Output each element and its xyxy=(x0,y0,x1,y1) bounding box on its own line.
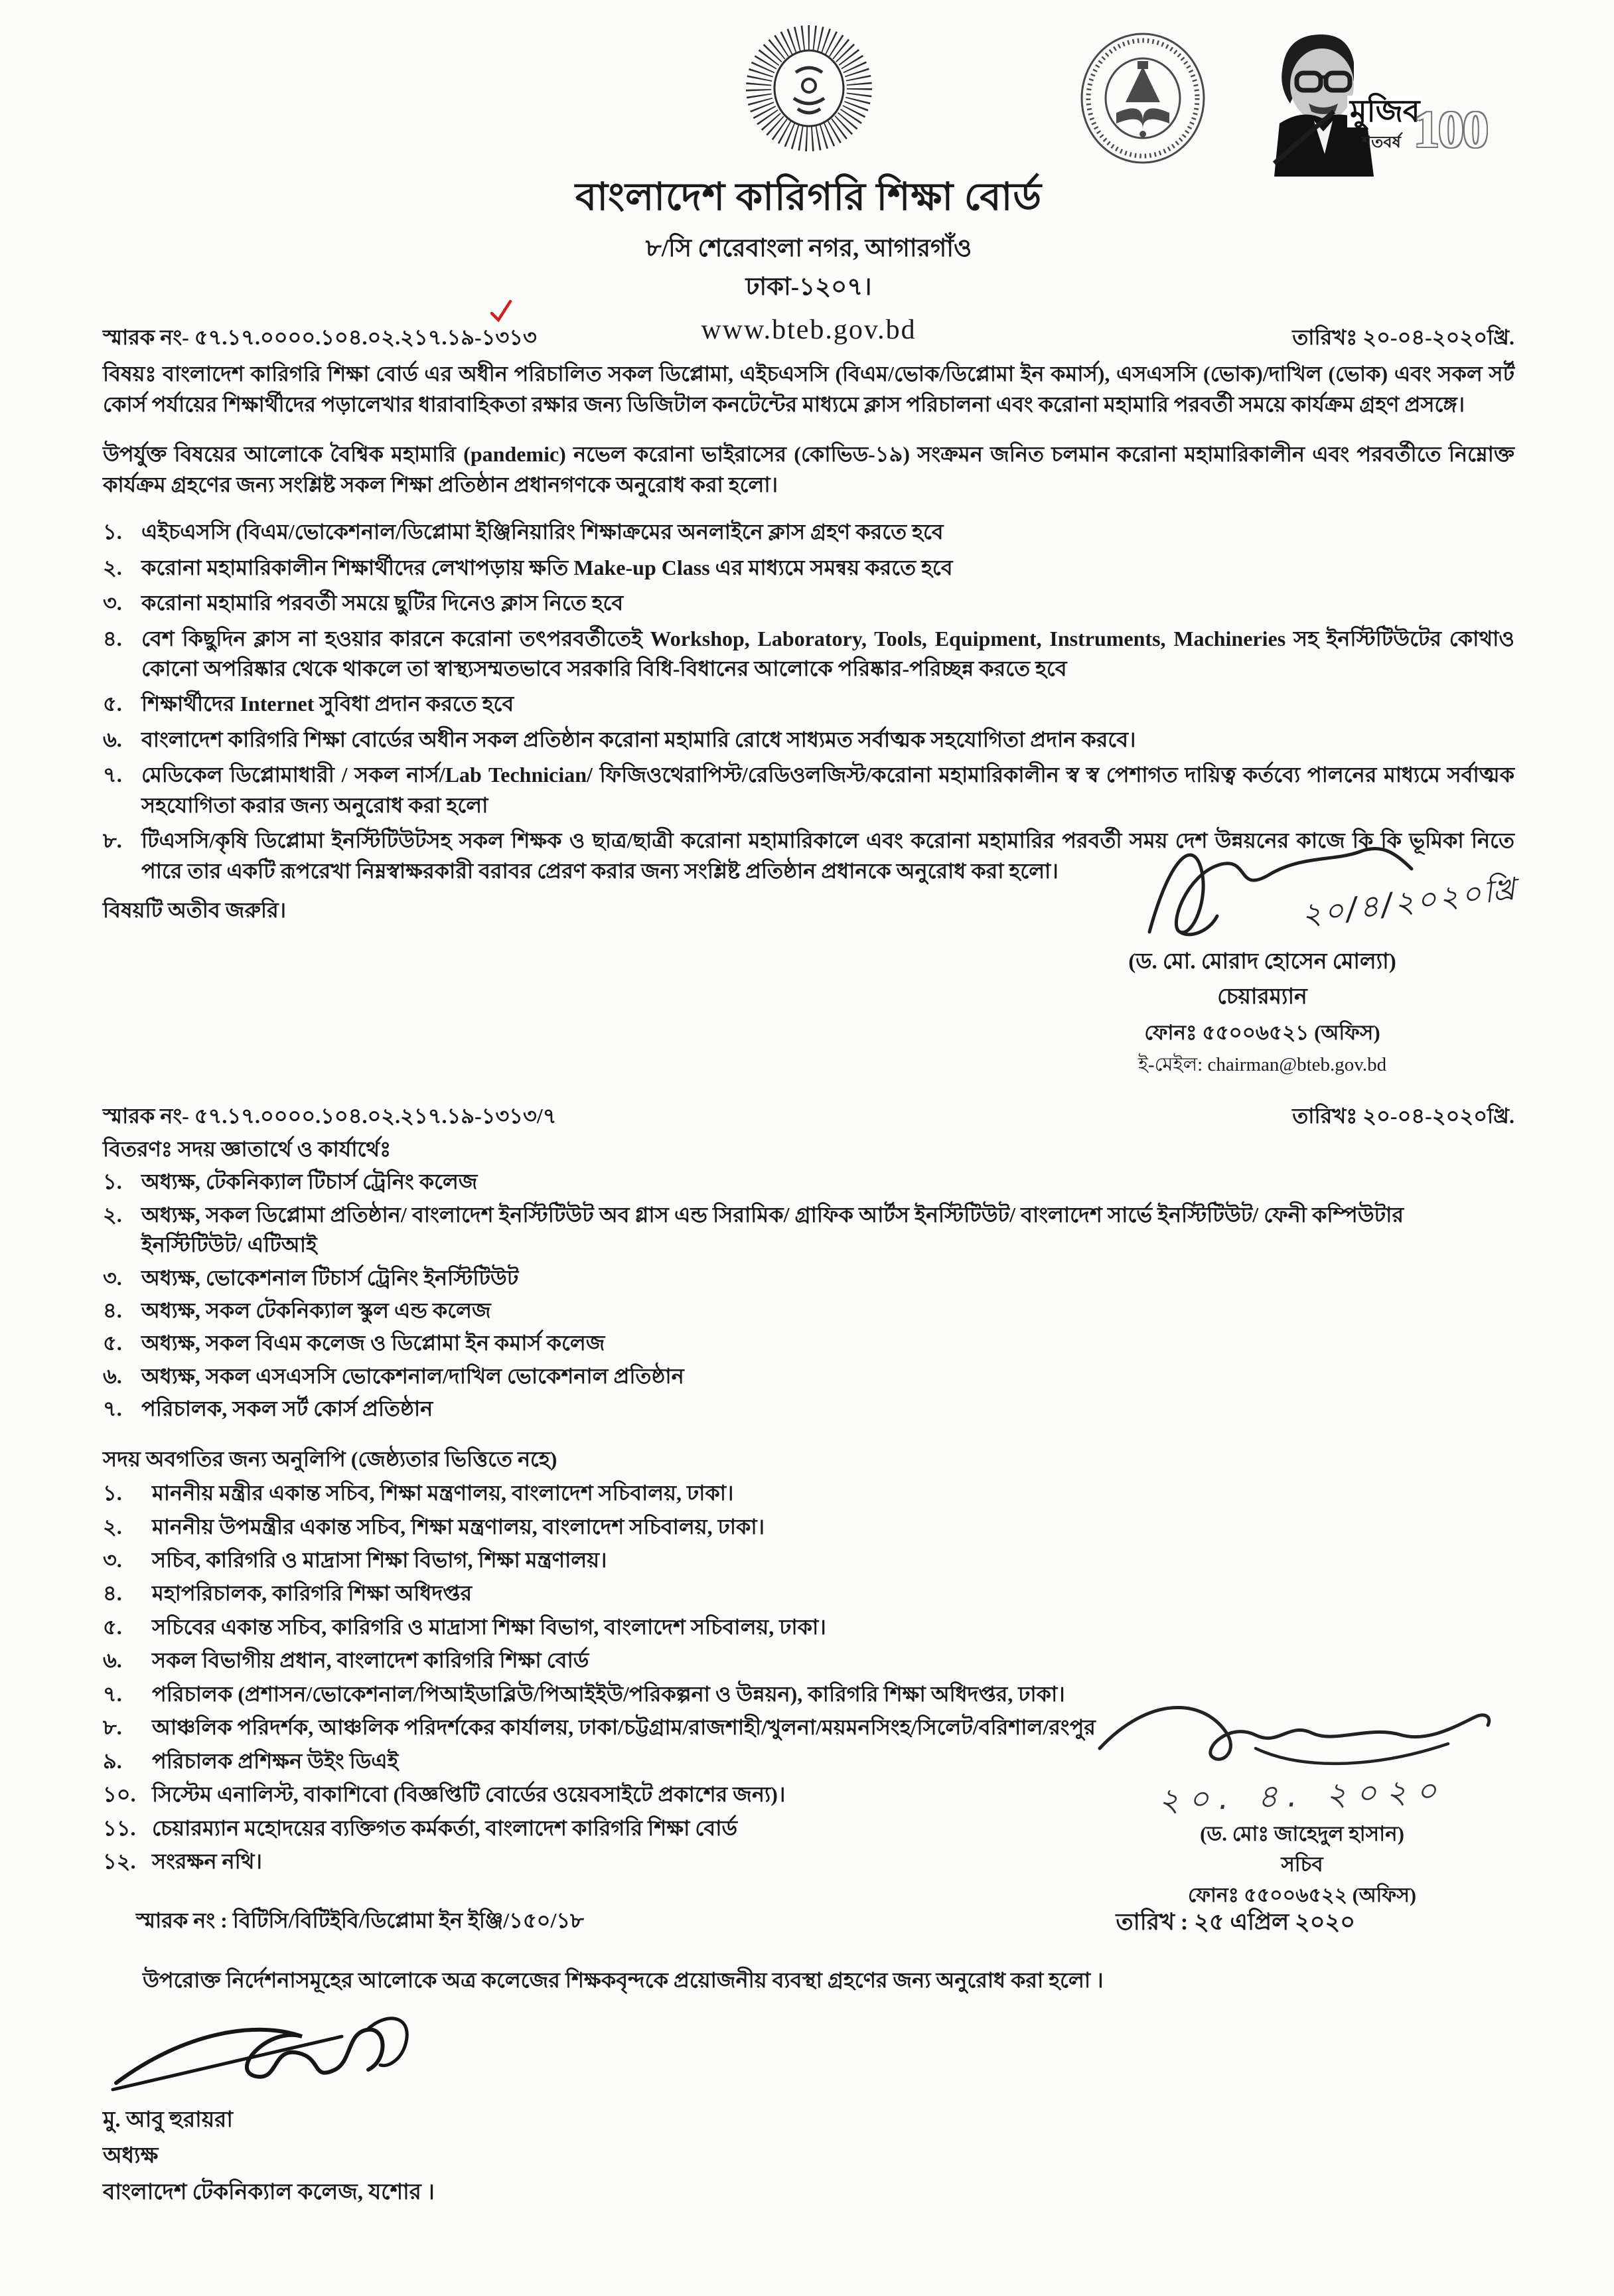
chairman-email: ই-মেইল: chairman@bteb.gov.bd xyxy=(1137,1054,1387,1076)
item-number: ১০. xyxy=(103,1782,136,1807)
org-name: বাংলাদেশ কারিগরি শিক্ষা বোর্ড xyxy=(575,175,1043,219)
secretary-name: (ড. মোঃ জাহেদুল হাসান) xyxy=(1200,1821,1404,1845)
list-item xyxy=(103,1394,1404,1424)
item-text: অধ্যক্ষ, সকল এসএসসি ভোকেশনাল/দাখিল ভোকেশনাল প্রতিষ্ঠান xyxy=(141,1363,684,1388)
item-number: ৪. xyxy=(103,1581,122,1606)
item-number: ৭. xyxy=(103,1681,122,1706)
memo1-number: স্মারক নং- ৫৭.১৭.০০০০.১০৪.০২.২১৭.১৯-১৩১৩ xyxy=(103,325,537,349)
list-item xyxy=(103,553,1514,583)
item-text: আঞ্চলিক পরিদর্শক, আঞ্চলিক পরিদর্শকের কার্যালয়, ঢাকা/চট্টগ্রাম/রাজশাহী/খুলনা/ময়মনসিংহ/সিলেট/বরিশাল/রংপুর xyxy=(152,1715,1096,1740)
cc-heading: সদয় অবগতির জন্য অনুলিপি (জেষ্ঠ্যতার ভিত্তিতে নহে) xyxy=(103,1446,557,1471)
item-number: ৫. xyxy=(103,1331,122,1355)
list-item xyxy=(103,689,1514,719)
item-text: পরিচালক (প্রশাসন/ভোকেশনাল/পিআইডাব্লিউ/পিআইইউ/পরিকল্পনা ও উন্নয়ন), কারিগরি শিক্ষা অধিদপ্তর, ঢাকা। xyxy=(152,1681,1065,1706)
college-seal-icon xyxy=(1076,32,1209,165)
secretary-title: সচিব xyxy=(1281,1852,1323,1876)
item-text: অধ্যক্ষ, ভোকেশনাল টিচার্স ট্রেনিং ইনস্টিটিউট xyxy=(141,1265,519,1290)
item-text: সকল বিভাগীয় প্রধান, বাংলাদেশ কারিগরি শিক্ষা বোর্ড xyxy=(152,1648,589,1673)
item-number: ৩. xyxy=(103,591,122,615)
item-text: পরিচালক, সকল সর্ট কোর্স প্রতিষ্ঠান xyxy=(141,1397,433,1421)
item-number: ৮. xyxy=(103,828,122,853)
distribution-list xyxy=(103,1167,1404,1424)
item-number: ১১. xyxy=(103,1815,136,1840)
item-text: করোনা মহামারিকালীন শিক্ষার্থীদের লেখাপড়ায় ক্ষতি Make-up Class এর মাধ্যমে সমন্বয় করতে হবে xyxy=(141,555,953,579)
chairman-signature-block xyxy=(1010,832,1520,1079)
item-text: মেডিকেল ডিপ্লোমাধারী / সকল নার্স/Lab Technician/ ফিজিওথেরাপিস্ট/রেডিওলজিস্ট/করোনা মহামারিকালীন স্ব স্ব পেশাগত দায়িত্ব কর্তব্যে পালনের মাধ্যমে সর্বাত্মক সহযোগিতা করার জন্য অনুরোধ করা হলো xyxy=(141,763,1514,817)
chairman-name: (ড. মো. মোরাদ হোসেন মোল্যা) xyxy=(1128,950,1396,974)
item-text: এইচএসসি (বিএম/ভোকেশনাল/ডিপ্লোমা ইঞ্জিনিয়ারিং শিক্ষাক্রমের অনলাইনে ক্লাস গ্রহণ করতে হবে xyxy=(141,520,944,544)
list-item xyxy=(103,1263,1404,1293)
item-text: সচিবের একান্ত সচিব, কারিগরি ও মাদ্রাসা শিক্ষা বিভাগ, বাংলাদেশ সচিবালয়, ঢাকা। xyxy=(152,1614,826,1639)
list-item xyxy=(103,725,1514,755)
list-item xyxy=(103,1578,1424,1608)
final-instruction: উপরোক্ত নির্দেশনাসমূহের আলোকে অত্র কলেজের শিক্ষকবৃন্দকে প্রয়োজনীয় ব্যবস্থা গ্রহণের জন্য অনুরোধ করা হলো । xyxy=(143,1968,1104,1993)
org-address-line2: ঢাকা-১২০৭। xyxy=(745,273,872,301)
memo3-row xyxy=(103,1906,1514,1939)
item-text: শিক্ষার্থীদের Internet সুবিধা প্রদান করতে হবে xyxy=(141,692,514,716)
item-text: মাননীয় মন্ত্রীর একান্ত সচিব, শিক্ষা মন্ত্রণালয়, বাংলাদেশ সচিবালয়, ঢাকা। xyxy=(152,1481,734,1505)
list-item xyxy=(103,1478,1424,1508)
item-text: বাংলাদেশ কারিগরি শিক্ষা বোর্ডের অধীন সকল প্রতিষ্ঠান করোনা মহামারি রোধে সাধ্যমত সর্বাত্মক সহযোগিতা প্রদান করবে। xyxy=(141,727,1136,751)
item-number: ২. xyxy=(103,1202,122,1227)
secretary-signature-block xyxy=(1090,1685,1514,1910)
principal-name: মু. আবু হুরায়রা xyxy=(103,2107,233,2132)
urgent-note: বিষয়টি অতীব জরুরি। xyxy=(103,898,287,922)
item-number: ৪. xyxy=(103,626,122,651)
principal-title: অধ্যক্ষ xyxy=(103,2144,159,2169)
org-website: www.bteb.gov.bd xyxy=(701,314,917,345)
memo2-date: তারিখঃ ২০-০৪-২০২০খ্রি. xyxy=(1292,1104,1514,1128)
item-number: ৩. xyxy=(103,1265,122,1290)
item-number: ৭. xyxy=(103,1397,122,1421)
item-text: অধ্যক্ষ, সকল ডিপ্লোমা প্রতিষ্ঠান/ বাংলাদেশ ইনস্টিটিউট অব গ্লাস এন্ড সিরামিক/ গ্রাফিক আর্টস ইনস্টিটিউট/ বাংলাদেশ সার্ভে ইনস্টিটিউট/ ফেনী কম্পিউটার ইনস্টিটিউট/ এটিআই xyxy=(141,1202,1404,1257)
list-item xyxy=(103,1167,1404,1197)
directive-list xyxy=(103,517,1514,886)
item-number: ৪. xyxy=(103,1298,122,1322)
mujib-logo-100: 100 xyxy=(1414,100,1487,158)
item-number: ১. xyxy=(103,520,122,544)
item-text: টিএসসি/কৃষি ডিপ্লোমা ইনস্টিটিউটসহ সকল শিক্ষক ও ছাত্র/ছাত্রী করোনা মহামারিকালে এবং করোনা মহামারির পরবর্তী সময় দেশ উন্নয়নের কাজে কি কি ভূমিকা নিতে পারে তার একটি রূপরেখা নিম্নস্বাক্ষরকারী বরাবর প্রেরণ করার জন্য সংশ্লিষ্ট প্রতিষ্ঠান প্রধানকে অনুরোধ করা হলো। xyxy=(141,828,1514,883)
item-text: মহাপরিচালক, কারিগরি শিক্ষা অধিদপ্তর xyxy=(152,1581,473,1606)
item-number: ৮. xyxy=(103,1715,122,1740)
list-item xyxy=(103,1328,1404,1358)
item-number: ৯. xyxy=(103,1748,122,1773)
distribution-heading: বিতরণঃ সদয় জ্ঞাতার্থে ও কার্যার্থেঃ xyxy=(103,1136,392,1161)
memo1-date: তারিখঃ ২০-০৪-২০২০খ্রি. xyxy=(1292,325,1514,349)
memo2-row xyxy=(103,1101,1514,1131)
item-text: বেশ কিছুদিন ক্লাস না হওয়ার কারনে করোনা তৎপরবর্তীতেই Workshop, Laboratory, Tools, Equipment, Instruments, Machineries সহ ইনস্টিটিউটের কোথাও কোনো অপরিষ্কার থেকে থাকলে তা স্বাস্থ্যসম্মতভাবে সরকারি বিধি-বিধানের আলোকে পরিষ্কার-পরিচ্ছন্ন করতে হবে xyxy=(141,626,1514,680)
item-text: করোনা মহামারি পরবর্তী সময়ে ছুটির দিনেও ক্লাস নিতে হবে xyxy=(141,591,624,615)
item-text: অধ্যক্ষ, টেকনিক্যাল টিচার্স ট্রেনিং কলেজ xyxy=(141,1170,478,1194)
chairman-title: চেয়ারম্যান xyxy=(1217,985,1307,1010)
list-item xyxy=(103,760,1514,820)
bteb-seal-icon xyxy=(739,16,879,161)
principal-signature-block xyxy=(103,2007,607,2209)
list-item xyxy=(103,624,1514,684)
item-number: ৬. xyxy=(103,1648,122,1673)
list-item xyxy=(103,1361,1404,1391)
item-text: অধ্যক্ষ, সকল বিএম কলেজ ও ডিপ্লোমা ইন কমার্স কলেজ xyxy=(141,1331,605,1355)
item-text: সংরক্ষন নথি। xyxy=(152,1849,262,1873)
item-number: ৬. xyxy=(103,727,122,751)
memo2-number: স্মারক নং- ৫৭.১৭.০০০০.১০৪.০২.২১৭.১৯-১৩১৩/৭ xyxy=(103,1104,557,1128)
list-item xyxy=(103,1612,1424,1642)
memo3-date: তারিখ : ২৫ এপ্রিল ২০২০ xyxy=(1116,1909,1355,1936)
principal-signature-icon xyxy=(103,2007,448,2100)
list-item xyxy=(103,1512,1424,1542)
memo2-section xyxy=(103,1101,1514,1906)
list-item xyxy=(103,517,1514,547)
item-text: চেয়ারম্যান মহোদয়ের ব্যক্তিগত কর্মকর্তা, বাংলাদেশ কারিগরি শিক্ষা বোর্ড xyxy=(152,1815,738,1840)
subject-line: বিষয়ঃ বাংলাদেশ কারিগরি শিক্ষা বোর্ড এর অধীন পরিচালিত সকল ডিপ্লোমা, এইচএসসি (বিএম/ভোক/ডিপ্লোমা ইন কমার্স), এসএসসি (ভোক)/দাখিল (ভোক) এবং সকল সর্ট কোর্স পর্যায়ের শিক্ষার্থীদের পড়ালেখার ধারাবাহিকতা রক্ষার জন্য ডিজিটাল কনটেন্টের মাধ্যমে ক্লাস পরিচালনা এবং করোনা মহামারি পরবর্তী সময়ে কার্যক্রম গ্রহণ প্রসঙ্গে। xyxy=(103,362,1514,416)
item-number: ৭. xyxy=(103,763,122,787)
item-number: ১. xyxy=(103,1481,122,1505)
secretary-phone: ফোনঃ ৫৫০০৬৫২২ (অফিস) xyxy=(1188,1884,1416,1906)
list-item xyxy=(103,1545,1424,1575)
item-number: ৩. xyxy=(103,1548,122,1572)
mujib-logo-word2: শতবর্ষ xyxy=(1362,134,1401,151)
item-number: ৫. xyxy=(103,1614,122,1639)
item-text: সিস্টেম এনালিস্ট, বাকাশিবো (বিজ্ঞপ্তিটি বোর্ডের ওয়েবসাইটে প্রকাশের জন্য)। xyxy=(152,1782,786,1807)
intro-paragraph: উপর্যুক্ত বিষয়ের আলোকে বৈশ্বিক মহামারি (pandemic) নভেল করোনা ভাইরাসের (কোভিড-১৯) সংক্রমন জনিত চলমান করোনা মহামারিকালীন এবং পরবর্তীতে নিম্নোক্ত কার্যক্রম গ্রহণের জন্য সংশ্লিষ্ট সকল শিক্ষা প্রতিষ্ঠান প্রধানগণকে অনুরোধ করা হলো। xyxy=(103,442,1514,497)
item-text: পরিচালক প্রশিক্ষন উইং ডিএই xyxy=(152,1748,399,1773)
item-text: মাননীয় উপমন্ত্রীর একান্ত সচিব, শিক্ষা মন্ত্রণালয়, বাংলাদেশ সচিবালয়, ঢাকা। xyxy=(152,1514,765,1539)
list-item xyxy=(103,1200,1404,1261)
secretary-handwritten-date: ২০. ৪. ২০২০ xyxy=(1157,1772,1447,1819)
list-item xyxy=(103,1645,1424,1675)
list-item xyxy=(103,1296,1404,1326)
list-item xyxy=(103,588,1514,618)
chairman-phone: ফোনঃ ৫৫০০৬৫২১ (অফিস) xyxy=(1144,1021,1380,1045)
item-number: ২. xyxy=(103,555,122,579)
item-number: ৬. xyxy=(103,1363,122,1388)
item-text: সচিব, কারিগরি ও মাদ্রাসা শিক্ষা বিভাগ, শিক্ষা মন্ত্রণালয়। xyxy=(152,1548,607,1572)
memo3-number: স্মারক নং : বিটিসি/বিটিইবি/ডিপ্লোমা ইন ইঞ্জি/১৫০/১৮ xyxy=(136,1908,584,1933)
item-number: ১. xyxy=(103,1170,122,1194)
item-number: ১২. xyxy=(103,1849,136,1873)
chairman-handwritten-date: ২০/৪/২০২০খ্রি xyxy=(1299,870,1520,933)
item-number: ৫. xyxy=(103,692,122,716)
item-number: ২. xyxy=(103,1514,122,1539)
org-address-line1: ৮/সি শেরেবাংলা নগর, আগারগাঁও xyxy=(645,234,972,262)
mujib-logo-word1: মুজিব xyxy=(1347,96,1422,127)
item-text: অধ্যক্ষ, সকল টেকনিক্যাল স্কুল এন্ড কলেজ xyxy=(141,1298,491,1322)
mujib-100-logo xyxy=(1256,24,1487,190)
principal-organization: বাংলাদেশ টেকনিক্যাল কলেজ, যশোর । xyxy=(103,2181,435,2205)
